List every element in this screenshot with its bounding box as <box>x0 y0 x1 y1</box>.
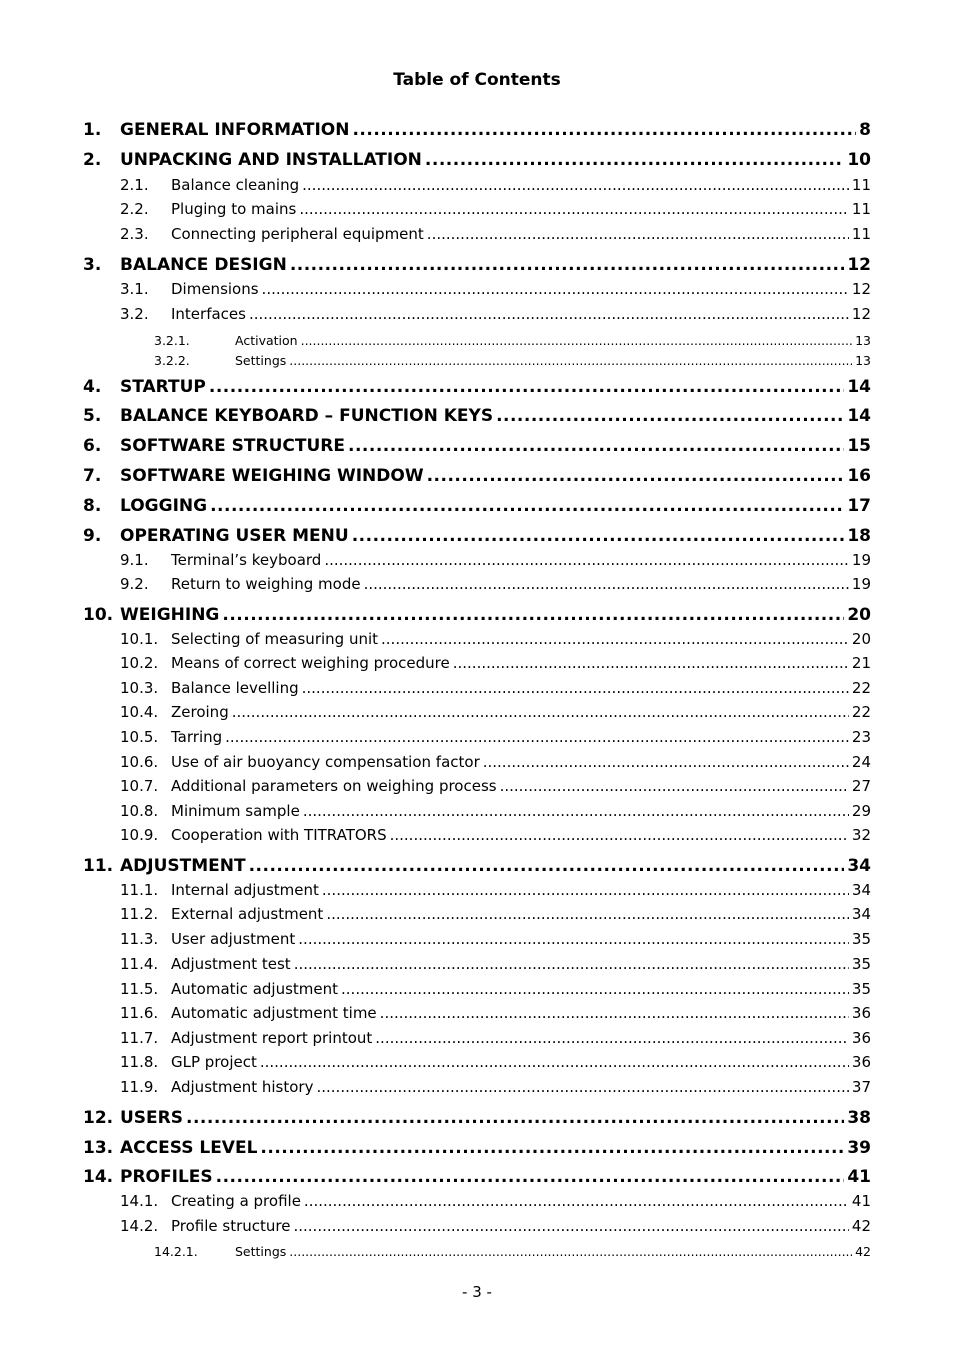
toc-entry[interactable] <box>83 853 871 879</box>
dot-leader <box>225 726 849 748</box>
toc-entry-page: 14 <box>847 406 871 426</box>
toc-entry-title: GLP project <box>171 1053 257 1071</box>
toc-entry-number: 10.1. <box>120 630 159 648</box>
dot-leader <box>210 493 844 519</box>
toc-entry-number: 3.2.2. <box>154 353 190 368</box>
toc-entry-title: GENERAL INFORMATION <box>120 120 350 140</box>
toc-entry-number: 14. <box>83 1167 114 1187</box>
toc-entry-page: 19 <box>851 551 871 569</box>
toc-entry[interactable] <box>83 928 871 950</box>
toc-entry-page: 22 <box>851 703 871 721</box>
dot-leader <box>352 523 845 549</box>
toc-entry-title: ADJUSTMENT <box>120 856 246 876</box>
dot-leader <box>453 652 849 674</box>
toc-entry-page: 27 <box>851 777 871 795</box>
dot-leader <box>352 117 856 143</box>
toc-entry-page: 13 <box>855 333 871 348</box>
toc-entry[interactable] <box>83 677 871 699</box>
toc-entry-page: 35 <box>851 980 871 998</box>
toc-entry-number: 11.1. <box>120 881 159 899</box>
page-title: Table of Contents <box>393 70 561 90</box>
toc-entry-page: 13 <box>855 353 871 368</box>
toc-entry[interactable] <box>83 493 871 519</box>
toc-entry-number: 2. <box>83 150 102 170</box>
toc-entry[interactable] <box>83 549 871 571</box>
toc-entry-title: LOGGING <box>120 496 208 516</box>
toc-entry-page: 42 <box>855 1244 871 1259</box>
toc-entry-title: Return to weighing mode <box>171 575 361 593</box>
toc-entry[interactable] <box>83 331 871 350</box>
dot-leader <box>262 278 849 300</box>
toc-entry-title: Settings <box>235 353 287 368</box>
toc-entry-title: Adjustment history <box>171 1078 314 1096</box>
dot-leader <box>427 223 849 245</box>
toc-entry-page: 17 <box>847 496 871 516</box>
dot-leader <box>249 303 849 325</box>
toc-entry-page: 32 <box>851 826 871 844</box>
toc-entry-title: SOFTWARE STRUCTURE <box>120 436 345 456</box>
dot-leader <box>322 879 849 901</box>
toc-entry[interactable] <box>83 628 871 650</box>
toc-entry[interactable] <box>83 1190 871 1212</box>
toc-entry-title: Interfaces <box>171 305 246 323</box>
dot-leader <box>301 331 853 350</box>
toc-entry-number: 10.8. <box>120 802 159 820</box>
toc-entry[interactable] <box>83 1105 871 1131</box>
toc-entry-page: 36 <box>851 1004 871 1022</box>
toc-entry[interactable] <box>83 726 871 748</box>
toc-entry[interactable] <box>83 602 871 628</box>
toc-entry-number: 11.3. <box>120 930 159 948</box>
toc-entry-number: 10.2. <box>120 654 159 672</box>
dot-leader <box>289 1242 852 1261</box>
toc-entry-page: 39 <box>847 1138 871 1158</box>
toc-entry-page: 8 <box>859 120 871 140</box>
toc-entry[interactable] <box>83 1215 871 1237</box>
toc-entry[interactable] <box>83 824 871 846</box>
dot-leader <box>364 573 849 595</box>
toc-entry[interactable] <box>83 278 871 300</box>
toc-entry-title: Activation <box>235 333 298 348</box>
toc-entry[interactable] <box>83 374 871 400</box>
toc-entry[interactable] <box>83 174 871 196</box>
toc-entry-page: 12 <box>847 255 871 275</box>
toc-entry-page: 36 <box>851 1053 871 1071</box>
toc-entry-number: 13. <box>83 1138 114 1158</box>
toc-entry-title: Creating a profile <box>171 1192 301 1210</box>
toc-entry[interactable] <box>83 523 871 549</box>
toc-entry-number: 11.9. <box>120 1078 159 1096</box>
toc-entry-title: Cooperation with TITRATORS <box>171 826 387 844</box>
dot-leader <box>326 903 849 925</box>
toc-entry-number: 11.2. <box>120 905 159 923</box>
dot-leader <box>348 433 844 459</box>
toc-entry[interactable] <box>83 1164 871 1190</box>
dot-leader <box>186 1105 844 1131</box>
toc-entry-page: 38 <box>847 1108 871 1128</box>
dot-leader <box>380 1002 849 1024</box>
toc-entry[interactable] <box>83 1135 871 1161</box>
dot-leader <box>496 403 844 429</box>
toc-entry[interactable] <box>83 1051 871 1073</box>
toc-entry-number: 11.4. <box>120 955 159 973</box>
toc-entry[interactable] <box>83 751 871 773</box>
dot-leader <box>324 549 849 571</box>
toc-entry-title: Settings <box>235 1244 287 1259</box>
dot-leader <box>341 978 849 1000</box>
toc-entry-title: Adjustment report printout <box>171 1029 373 1047</box>
toc-entry-number: 3.2.1. <box>154 333 190 348</box>
toc-entry-number: 3. <box>83 255 102 275</box>
toc-entry-title: Use of air buoyancy compensation factor <box>171 753 480 771</box>
dot-leader <box>316 1076 848 1098</box>
toc-entry-title: Dimensions <box>171 280 259 298</box>
toc-entry-page: 35 <box>851 930 871 948</box>
toc-entry-title: USERS <box>120 1108 183 1128</box>
toc-entry-page: 15 <box>847 436 871 456</box>
dot-leader <box>303 800 849 822</box>
toc-entry-title: BALANCE KEYBOARD – FUNCTION KEYS <box>120 406 494 426</box>
toc-entry-page: 22 <box>851 679 871 697</box>
dot-leader <box>302 174 849 196</box>
toc-entry-page: 20 <box>847 605 871 625</box>
dot-leader <box>299 198 849 220</box>
toc-entry-title: Zeroing <box>171 703 229 721</box>
toc-entry-number: 3.2. <box>120 305 149 323</box>
toc-entry-title: Tarring <box>171 728 223 746</box>
toc-entry-title: SOFTWARE WEIGHING WINDOW <box>120 466 424 486</box>
dot-leader <box>298 928 849 950</box>
toc-entry[interactable] <box>83 463 871 489</box>
toc-entry-title: Automatic adjustment <box>171 980 339 998</box>
dot-leader <box>293 1215 848 1237</box>
toc-entry-page: 12 <box>851 305 871 323</box>
toc-entry-page: 34 <box>851 905 871 923</box>
toc-entry-page: 16 <box>847 466 871 486</box>
dot-leader <box>304 1190 849 1212</box>
dot-leader <box>216 1164 845 1190</box>
dot-leader <box>209 374 844 400</box>
toc-entry-number: 10.5. <box>120 728 159 746</box>
dot-leader <box>290 252 845 278</box>
dot-leader <box>427 463 845 489</box>
toc-entry[interactable] <box>83 775 871 797</box>
toc-entry-title: External adjustment <box>171 905 324 923</box>
toc-entry-title: OPERATING USER MENU <box>120 526 349 546</box>
toc-entry-number: 11.5. <box>120 980 159 998</box>
toc-entry-number: 2.3. <box>120 225 149 243</box>
toc-entry[interactable] <box>83 652 871 674</box>
toc-entry-title: Adjustment test <box>171 955 291 973</box>
toc-entry[interactable] <box>83 701 871 723</box>
toc-entry[interactable] <box>83 879 871 901</box>
toc-entry-number: 10.4. <box>120 703 159 721</box>
toc-entry-title: Balance levelling <box>171 679 299 697</box>
toc-entry-title: WEIGHING <box>120 605 220 625</box>
toc-entry-title: Minimum sample <box>171 802 300 820</box>
toc-entry-page: 34 <box>851 881 871 899</box>
toc-entry-title: PROFILES <box>120 1167 213 1187</box>
toc-entry-number: 10.3. <box>120 679 159 697</box>
toc-entry-number: 10.9. <box>120 826 159 844</box>
dot-leader <box>390 824 849 846</box>
toc-entry-page: 42 <box>851 1217 871 1235</box>
toc-entry-page: 20 <box>851 630 871 648</box>
toc-entry[interactable] <box>83 303 871 325</box>
toc-entry-number: 11.7. <box>120 1029 159 1047</box>
toc-entry[interactable] <box>83 252 871 278</box>
toc-entry-number: 2.2. <box>120 200 149 218</box>
dot-leader <box>222 602 844 628</box>
toc-entry[interactable] <box>83 223 871 245</box>
toc-entry[interactable] <box>83 403 871 429</box>
toc-entry-title: Profile structure <box>171 1217 291 1235</box>
toc-entry-title: Connecting peripheral equipment <box>171 225 424 243</box>
toc-entry[interactable] <box>83 573 871 595</box>
toc-entry-page: 29 <box>851 802 871 820</box>
toc-entry-title: ACCESS LEVEL <box>120 1138 258 1158</box>
dot-leader <box>232 701 849 723</box>
toc-entry[interactable] <box>83 198 871 220</box>
toc-entry-title: Automatic adjustment time <box>171 1004 377 1022</box>
toc-entry-number: 11. <box>83 856 114 876</box>
toc-entry-page: 12 <box>851 280 871 298</box>
toc-entry-page: 18 <box>847 526 871 546</box>
toc-entry[interactable] <box>83 953 871 975</box>
dot-leader <box>249 853 845 879</box>
toc-entry-title: UNPACKING AND INSTALLATION <box>120 150 422 170</box>
toc-entry-page: 35 <box>851 955 871 973</box>
page-number: - 3 - <box>462 1283 492 1301</box>
toc-entry-number: 3.1. <box>120 280 149 298</box>
toc-entry-title: Terminal’s keyboard <box>171 551 322 569</box>
toc-entry-number: 2.1. <box>120 176 149 194</box>
toc-entry-number: 14.1. <box>120 1192 159 1210</box>
toc-entry-page: 41 <box>851 1192 871 1210</box>
toc-entry-number: 5. <box>83 406 102 426</box>
dot-leader <box>260 1051 849 1073</box>
toc-entry[interactable] <box>83 800 871 822</box>
toc-entry-number: 1. <box>83 120 102 140</box>
toc-entry-number: 7. <box>83 466 102 486</box>
toc-entry-page: 19 <box>851 575 871 593</box>
toc-entry-page: 10 <box>847 150 871 170</box>
toc-entry[interactable] <box>83 1002 871 1024</box>
toc-entry-title: STARTUP <box>120 377 206 397</box>
dot-leader <box>425 147 844 173</box>
toc-entry-title: User adjustment <box>171 930 296 948</box>
toc-entry-number: 14.2. <box>120 1217 159 1235</box>
dot-leader <box>500 775 849 797</box>
toc-entry-page: 11 <box>851 225 871 243</box>
toc-entry-number: 10.6. <box>120 753 159 771</box>
toc-entry-title: Additional parameters on weighing process <box>171 777 497 795</box>
toc-entry[interactable] <box>83 1027 871 1049</box>
toc-entry-title: Balance cleaning <box>171 176 300 194</box>
toc-entry-number: 10. <box>83 605 114 625</box>
toc-entry-page: 11 <box>851 176 871 194</box>
toc-entry-number: 14.2.1. <box>154 1244 198 1259</box>
toc-entry-page: 11 <box>851 200 871 218</box>
toc-entry-title: BALANCE DESIGN <box>120 255 287 275</box>
toc-entry-page: 21 <box>851 654 871 672</box>
dot-leader <box>260 1135 844 1161</box>
toc-entry[interactable] <box>83 433 871 459</box>
dot-leader <box>375 1027 849 1049</box>
toc-entry-title: Internal adjustment <box>171 881 319 899</box>
dot-leader <box>289 351 852 370</box>
toc-entry-number: 6. <box>83 436 102 456</box>
toc-entry-page: 34 <box>847 856 871 876</box>
toc-entry[interactable] <box>83 1242 871 1261</box>
toc-entry[interactable] <box>83 1076 871 1098</box>
toc-entry-number: 4. <box>83 377 102 397</box>
toc-entry[interactable] <box>83 903 871 925</box>
toc-entry-page: 36 <box>851 1029 871 1047</box>
toc-entry-page: 24 <box>851 753 871 771</box>
toc-entry-page: 37 <box>851 1078 871 1096</box>
toc-entry-number: 9.2. <box>120 575 149 593</box>
toc-entry-number: 9. <box>83 526 102 546</box>
toc-entry[interactable] <box>83 147 871 173</box>
toc-entry-title: Means of correct weighing procedure <box>171 654 450 672</box>
toc-entry[interactable] <box>83 117 871 143</box>
toc-entry[interactable] <box>83 351 871 370</box>
toc-entry-number: 12. <box>83 1108 114 1128</box>
dot-leader <box>381 628 849 650</box>
toc-entry[interactable] <box>83 978 871 1000</box>
dot-leader <box>294 953 849 975</box>
toc-entry-page: 23 <box>851 728 871 746</box>
toc-entry-number: 11.8. <box>120 1053 159 1071</box>
toc-entry-page: 41 <box>847 1167 871 1187</box>
toc-entry-number: 10.7. <box>120 777 159 795</box>
toc-entry-page: 14 <box>847 377 871 397</box>
toc-entry-title: Pluging to mains <box>171 200 297 218</box>
dot-leader <box>302 677 849 699</box>
toc-entry-number: 11.6. <box>120 1004 159 1022</box>
toc-entry-title: Selecting of measuring unit <box>171 630 379 648</box>
toc-entry-number: 8. <box>83 496 102 516</box>
dot-leader <box>483 751 849 773</box>
toc-entry-number: 9.1. <box>120 551 149 569</box>
